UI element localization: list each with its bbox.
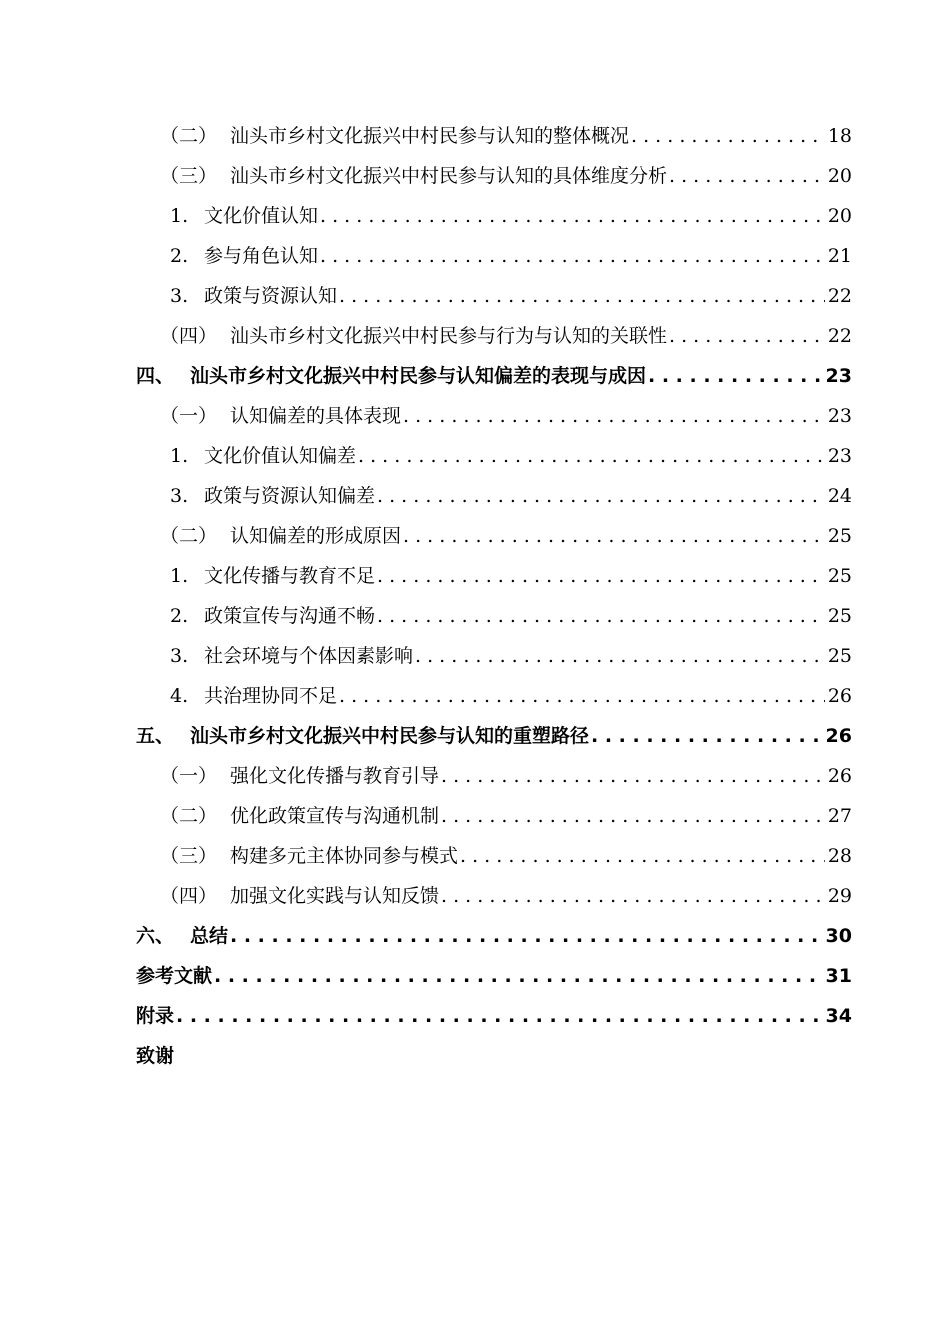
toc-dot-leader (318, 196, 825, 236)
toc-entry-title: 文化价值认知偏差 (204, 445, 357, 467)
toc-entry-number: 3. (170, 285, 189, 307)
toc-entry-title: 参考文献 (136, 965, 213, 987)
toc-dot-leader (589, 716, 823, 756)
toc-entry-page: 26 (827, 685, 852, 707)
toc-entry-title: 认知偏差的具体表现 (230, 405, 402, 427)
toc-entry-page: 21 (827, 245, 852, 267)
toc-entry[interactable] (160, 756, 852, 796)
toc-entry-title: 优化政策宣传与沟通机制 (230, 805, 440, 827)
toc-entry-page: 26 (827, 765, 852, 787)
toc-dot-leader (212, 956, 823, 996)
toc-entry-page: 23 (827, 445, 852, 467)
toc-entry-title: 认知偏差的形成原因 (230, 525, 402, 547)
toc-dot-leader (228, 916, 823, 956)
toc-entry-number: 3. (170, 485, 189, 507)
toc-entry-number: 2. (170, 605, 189, 627)
toc-entry[interactable] (160, 156, 852, 196)
toc-entry-number: 1. (170, 445, 189, 467)
toc-entry-number: 六、 (136, 925, 175, 947)
toc-entry-page: 23 (825, 365, 852, 387)
toc-dot-leader (318, 236, 825, 276)
toc-entry-title: 汕头市乡村文化振兴中村民参与行为与认知的关联性 (230, 325, 668, 347)
toc-entry[interactable] (160, 516, 852, 556)
toc-entry-page: 20 (827, 165, 852, 187)
toc-entry-title: 汕头市乡村文化振兴中村民参与认知偏差的表现与成因 (190, 365, 647, 387)
toc-entry-title: 文化价值认知 (204, 205, 319, 227)
toc-entry-page: 28 (827, 845, 852, 867)
toc-dot-leader (375, 596, 825, 636)
toc-entry-page: 25 (827, 645, 852, 667)
toc-entry-page: 25 (827, 525, 852, 547)
toc-chapter-entry[interactable] (136, 916, 852, 956)
toc-entry-page: 18 (827, 125, 852, 147)
toc-entry-title: 政策与资源认知偏差 (204, 485, 376, 507)
toc-chapter-entry[interactable] (136, 996, 852, 1036)
toc-entry-title: 社会环境与个体因素影响 (204, 645, 414, 667)
toc-dot-leader (667, 316, 825, 356)
toc-entry-number: 1. (170, 565, 189, 587)
toc-dot-leader (337, 676, 825, 716)
toc-dot-leader (439, 796, 825, 836)
toc-entry-number: （四） (160, 885, 218, 907)
toc-entry-page: 29 (827, 885, 852, 907)
toc-dot-leader (413, 636, 825, 676)
toc-entry-title: 汕头市乡村文化振兴中村民参与认知的整体概况 (230, 125, 630, 147)
toc-entry-number: 1. (170, 205, 189, 227)
toc-dot-leader (439, 876, 825, 916)
toc-entry-title: 参与角色认知 (204, 245, 319, 267)
toc-entry-page: 34 (825, 1005, 852, 1027)
toc-entry[interactable] (160, 396, 852, 436)
toc-entry[interactable] (170, 196, 852, 236)
toc-chapter-entry[interactable] (136, 956, 852, 996)
toc-entry[interactable] (160, 116, 852, 156)
toc-dot-leader (646, 356, 823, 396)
toc-entry-page: 26 (825, 725, 852, 747)
toc-entry-number: （一） (160, 405, 218, 427)
toc-entry[interactable] (160, 836, 852, 876)
toc-dot-leader (401, 516, 825, 556)
toc-entry-page: 30 (825, 925, 852, 947)
toc-entry[interactable] (170, 236, 852, 276)
toc-entry-number: 2. (170, 245, 189, 267)
toc-entry-number: （三） (160, 165, 218, 187)
toc-entry-number: （四） (160, 325, 218, 347)
toc-entry[interactable] (170, 636, 852, 676)
toc-dot-leader (356, 436, 825, 476)
toc-dot-leader (458, 836, 825, 876)
toc-entry-title: 政策宣传与沟通不畅 (204, 605, 376, 627)
toc-entry-number: （三） (160, 845, 218, 867)
toc-dot-leader (375, 476, 825, 516)
toc-chapter-entry[interactable] (136, 356, 852, 396)
toc-entry-title: 致谢 (136, 1045, 175, 1067)
toc-entry-page: 25 (827, 605, 852, 627)
toc-entry[interactable] (160, 316, 852, 356)
toc-entry-number: （一） (160, 765, 218, 787)
toc-dot-leader (667, 156, 825, 196)
toc-entry-page: 22 (827, 325, 852, 347)
toc-entry-number: 五、 (136, 725, 175, 747)
toc-entry-page: 24 (827, 485, 852, 507)
toc-entry-page: 23 (827, 405, 852, 427)
toc-entry[interactable] (170, 476, 852, 516)
toc-chapter-entry[interactable] (136, 1036, 852, 1076)
toc-entry[interactable] (170, 596, 852, 636)
toc-entry-number: （二） (160, 525, 218, 547)
toc-entry-title: 总结 (190, 925, 229, 947)
toc-entry-title: 汕头市乡村文化振兴中村民参与认知的具体维度分析 (230, 165, 668, 187)
toc-dot-leader (439, 756, 825, 796)
toc-entry-number: 四、 (136, 365, 175, 387)
toc-entry-title: 强化文化传播与教育引导 (230, 765, 440, 787)
toc-dot-leader (375, 556, 825, 596)
toc-dot-leader (401, 396, 825, 436)
toc-entry[interactable] (170, 436, 852, 476)
toc-entry-number: 4. (170, 685, 189, 707)
toc-entry-title: 附录 (136, 1005, 175, 1027)
toc-entry-title: 共治理协同不足 (204, 685, 338, 707)
toc-entry-page: 27 (827, 805, 852, 827)
toc-entry[interactable] (170, 676, 852, 716)
toc-entry[interactable] (170, 556, 852, 596)
toc-entry-page: 25 (827, 565, 852, 587)
toc-entry-title: 构建多元主体协同参与模式 (230, 845, 459, 867)
toc-chapter-entry[interactable] (136, 716, 852, 756)
toc-entry[interactable] (160, 796, 852, 836)
toc-entry[interactable] (160, 876, 852, 916)
toc-dot-leader (629, 116, 825, 156)
toc-dot-leader (174, 996, 823, 1036)
toc-dot-leader (337, 276, 825, 316)
toc-entry[interactable] (170, 276, 852, 316)
toc-entry-number: （二） (160, 125, 218, 147)
toc-entry-page: 31 (825, 965, 852, 987)
toc-entry-title: 汕头市乡村文化振兴中村民参与认知的重塑路径 (190, 725, 590, 747)
toc-entry-page: 22 (827, 285, 852, 307)
toc-entry-number: 3. (170, 645, 189, 667)
toc-entry-title: 文化传播与教育不足 (204, 565, 376, 587)
toc-entry-title: 加强文化实践与认知反馈 (230, 885, 440, 907)
toc-entry-page: 20 (827, 205, 852, 227)
toc-entry-title: 政策与资源认知 (204, 285, 338, 307)
toc-entry-number: （二） (160, 805, 218, 827)
